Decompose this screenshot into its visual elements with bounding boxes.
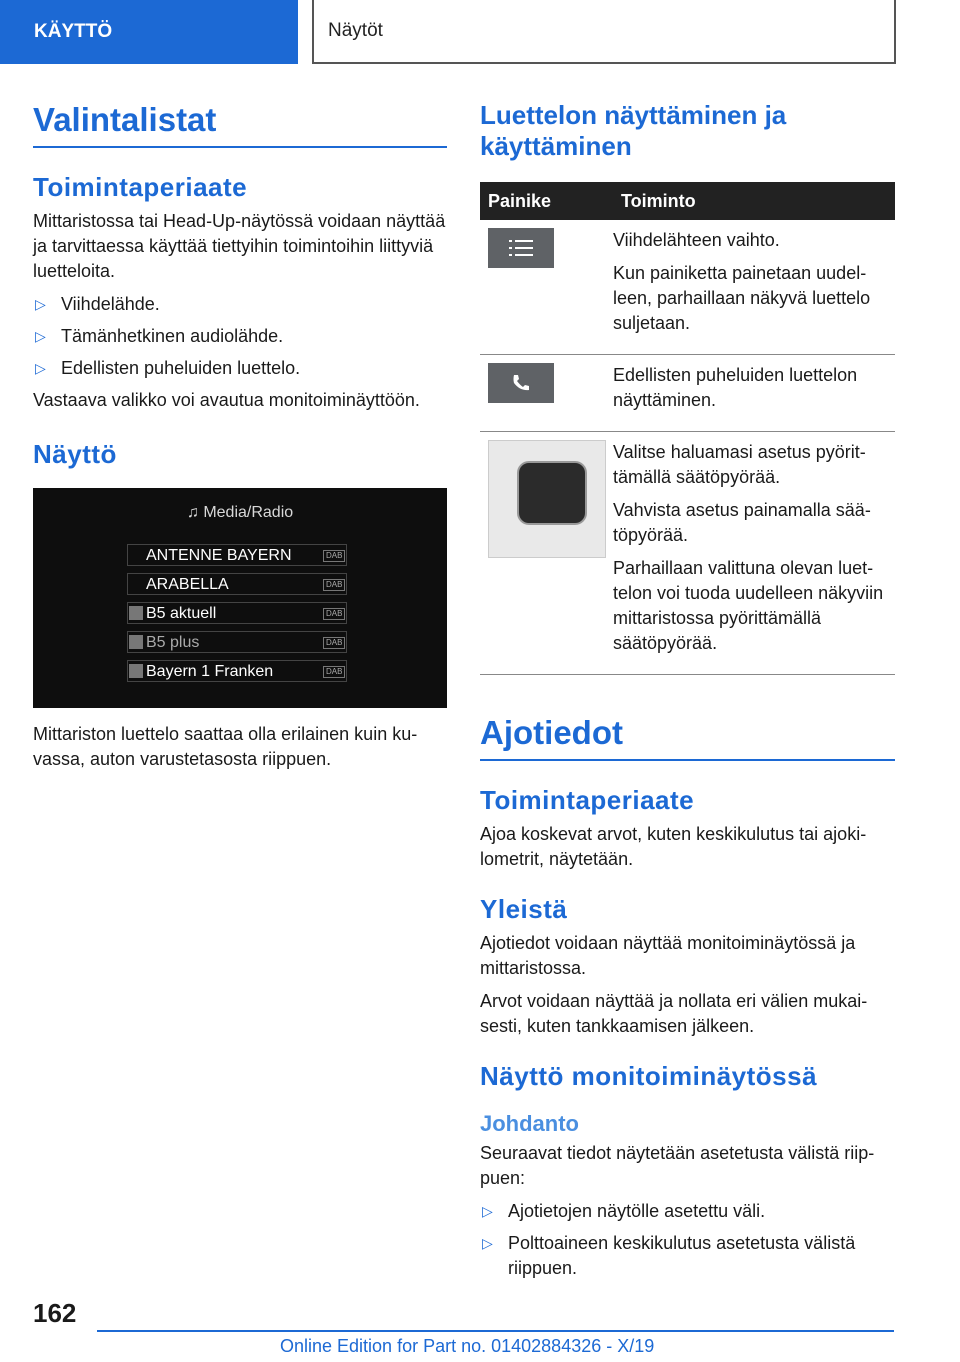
triangle-icon: ▷ xyxy=(35,359,46,376)
phone-icon xyxy=(488,363,554,403)
screen-title: ♫ Media/Radio xyxy=(186,503,294,521)
cid-heading: Näyttö monitoiminäytössä xyxy=(480,1061,818,1092)
dab-badge: DAB xyxy=(323,608,345,620)
list-item: Bayern 1 Franken xyxy=(127,660,347,682)
page-number: 162 xyxy=(33,1298,77,1328)
list-item: ▷ Ajotietojen näytölle asetettu väli. xyxy=(480,1199,895,1224)
list-item: ANTENNE BAYERN xyxy=(127,544,347,566)
bullet-list xyxy=(480,1199,895,1281)
screen-caption: Mittariston luettelo saattaa olla erilainen kuin kuvassa, auton varustetasosta riippuen. xyxy=(33,723,418,769)
chapter-tab: Näytöt xyxy=(312,0,896,64)
list-menu-icon xyxy=(488,228,554,268)
triangle-icon: ▷ xyxy=(482,1234,493,1251)
list-item: B5 plus xyxy=(127,631,347,653)
list-item: ▷ Tämänhetkinen audiolähde. xyxy=(33,324,447,349)
dab-badge: DAB xyxy=(323,579,345,591)
page-title: Valintalistat xyxy=(33,100,447,148)
general-heading: Yleistä xyxy=(480,894,568,925)
principle-text: Mittaristossa tai Head-Up-näytössä voidaan näyttää ja tarvittaessa käyttää tiettyihin toimintoihin liittyviä luetteloita. xyxy=(33,210,446,281)
list-item: ▷ Edellisten puheluiden luettelo. xyxy=(33,356,447,381)
dab-badge: DAB xyxy=(323,550,345,562)
general-text-1: Ajotiedot voidaan näyttää monitoiminäytössä ja mittaristossa. xyxy=(480,933,856,979)
controller-wheel-icon xyxy=(488,440,606,558)
triangle-icon: ▷ xyxy=(482,1202,493,1219)
dab-badge: DAB xyxy=(323,637,345,649)
intro-text: Seuraavat tiedot näytetään asetetusta välistä riippuen: xyxy=(480,1142,875,1188)
footer-divider xyxy=(97,1330,894,1332)
display-heading: Näyttö xyxy=(33,438,117,469)
edition-text: Online Edition for Part no. 01402884326 - X/19 xyxy=(280,1336,655,1356)
trip-principle-text: Ajoa koskevat arvot, kuten keskikulutus tai ajokilometrit, näytetään. xyxy=(480,824,867,870)
list-item: ARABELLA xyxy=(127,573,347,595)
station-logo-icon xyxy=(129,606,143,620)
media-icon: ♫ xyxy=(186,503,204,521)
triangle-icon: ▷ xyxy=(35,327,46,344)
principle-heading: Toimintaperiaate xyxy=(33,171,248,202)
list-item: ▷ Polttoaineen keskikulutus asetetusta välistä riippuen. xyxy=(482,1232,856,1278)
left-column xyxy=(33,100,447,780)
bullet-list xyxy=(33,292,447,381)
triangle-icon: ▷ xyxy=(35,295,46,312)
station-logo-icon xyxy=(129,664,143,678)
list-heading: Luettelon näyttäminen ja käyttäminen xyxy=(480,100,787,162)
trip-principle-heading: Toimintaperiaate xyxy=(480,784,695,815)
station-logo-icon xyxy=(129,635,143,649)
section-tab: KÄYTTÖ xyxy=(0,0,298,64)
right-column xyxy=(480,100,895,1288)
table-header-function: Toiminto xyxy=(613,182,895,220)
intro-heading: Johdanto xyxy=(480,1110,579,1136)
trip-title: Ajotiedot xyxy=(480,713,895,761)
list-item: ▷ Viihdelähde. xyxy=(33,292,447,317)
instrument-screen-image xyxy=(33,488,447,708)
table-header-button: Painike xyxy=(480,182,613,220)
dab-badge: DAB xyxy=(323,666,345,678)
after-text: Vastaava valikko voi avautua monitoiminäyttöön. xyxy=(33,389,420,410)
general-text-2: Arvot voidaan näyttää ja nollata eri välien mukaisesti, kuten tankkaamisen jälkeen. xyxy=(480,991,868,1037)
table-row: Valitse haluamasi asetus pyörittämällä säätöpyörää. Vahvista asetus painamalla säätöpyörää. Parhaillaan valittuna olevan luettelon voi tuoda uudelleen näkyviin mittaristossa pyörittämällä säätöpyörää. xyxy=(480,432,895,675)
controls-table xyxy=(480,182,895,675)
table-row: Viihdelähteen vaihto. Kun painiketta painetaan uudelleen, parhaillaan näkyvä luettelo suljetaan. xyxy=(480,220,895,355)
list-item: B5 aktuell xyxy=(127,602,347,624)
table-row: Edellisten puheluiden luettelon näyttäminen. xyxy=(480,355,895,432)
